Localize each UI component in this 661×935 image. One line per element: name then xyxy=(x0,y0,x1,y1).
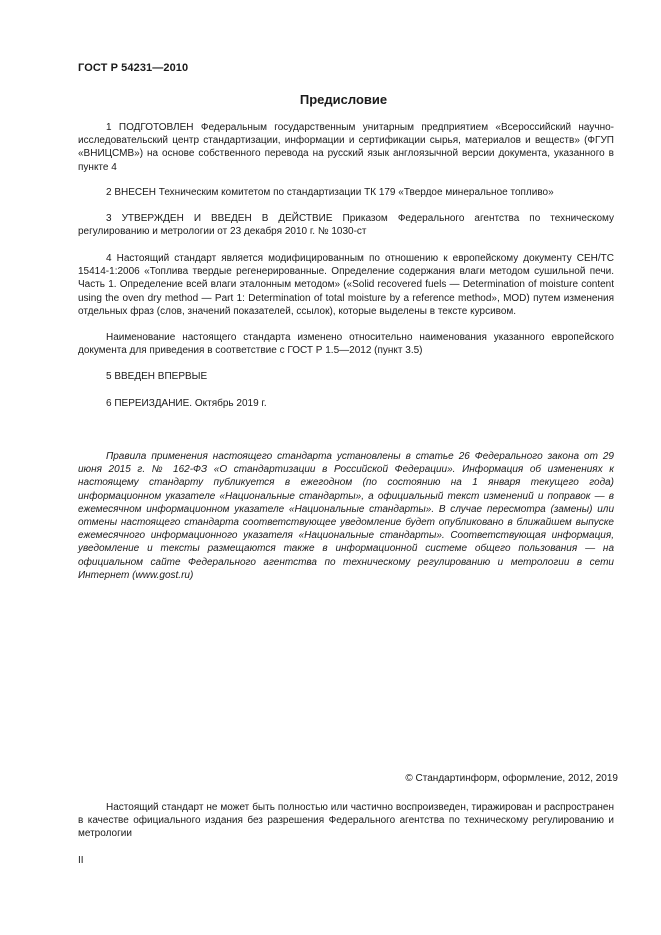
copyright: © Стандартинформ, оформление, 2012, 2019 xyxy=(405,773,618,784)
preface-item-1: 1 ПОДГОТОВЛЕН Федеральным государственным унитарным предприятием «Всероссийский научно-исследовательский центр стандартизации, информации и сертификации сырья, материалов и веществ» (ФГУП «ВНИЦСМВ») на основе собственного перевода на русский язык англоязычной версии документа, указанного в пункте 4 xyxy=(78,122,614,173)
preface-item-4-note: Наименование настоящего стандарта изменено относительно наименования указанного европейского документа для приведения в соответствие с ГОСТ Р 1.5—2012 (пункт 3.5) xyxy=(78,332,614,357)
preface-item-4: 4 Настоящий стандарт является модифицированным по отношению к европейскому документу CEH/TC 15414-1:2006 «Топлива твердые регенерированные. Определение содержания влаги методом сушильной печи. Часть 1. Определение всей влаги эталонным методом» («Solid recovered fuels — Determination of moisture content using the oven dry method — Part 1: Determination of total moisture by a reference method», MOD) путем изменения отдельных фраз (слов, значений показателей, ссылок), которые выделены в тексте курсивом. xyxy=(78,253,614,317)
preface-item-5: 5 ВВЕДЕН ВПЕРВЫЕ xyxy=(106,371,208,382)
preface-item-3: 3 УТВЕРЖДЕН И ВВЕДЕН В ДЕЙСТВИЕ Приказом Федерального агентства по техническому регулированию и метрологии от 23 декабря 2010 г. № 1030-ст xyxy=(78,213,614,238)
page-number: II xyxy=(78,855,84,866)
reproduction-notice: Настоящий стандарт не может быть полностью или частично воспроизведен, тиражирован и распространен в качестве официального издания без разрешения Федерального агентства по техническому регулированию и метрологии xyxy=(78,802,614,840)
preface-item-6: 6 ПЕРЕИЗДАНИЕ. Октябрь 2019 г. xyxy=(106,398,267,409)
preface-item-2: 2 ВНЕСЕН Техническим комитетом по стандартизации ТК 179 «Твердое минеральное топливо» xyxy=(106,187,554,198)
standard-code: ГОСТ Р 54231—2010 xyxy=(78,62,189,74)
page-title: Предисловие xyxy=(299,92,388,107)
application-notice: Правила применения настоящего стандарта установлены в статье 26 Федерального закона от 29 июня 2015 г. № 162-ФЗ «О стандартизации в Российской Федерации». Информация об изменениях к настоящему стандарту публикуется в ежегодном (по состоянию на 1 января текущего года) информационном указателе «Национальные стандарты», а официальный текст изменений и поправок — в ежемесячном информационном указателе «Национальные стандарты». В случае пересмотра (замены) или отмены настоящего стандарта соответствующее уведомление будет опубликовано в ближайшем выпуске ежемесячного информационного указателя «Национальные стандарты». Соответствующая информация, уведомление и тексты размещаются также в информационной системе общего пользования — на официальном сайте Федерального агентства по техническому регулированию и метрологии в сети Интернет (www.gost.ru) xyxy=(78,451,614,581)
